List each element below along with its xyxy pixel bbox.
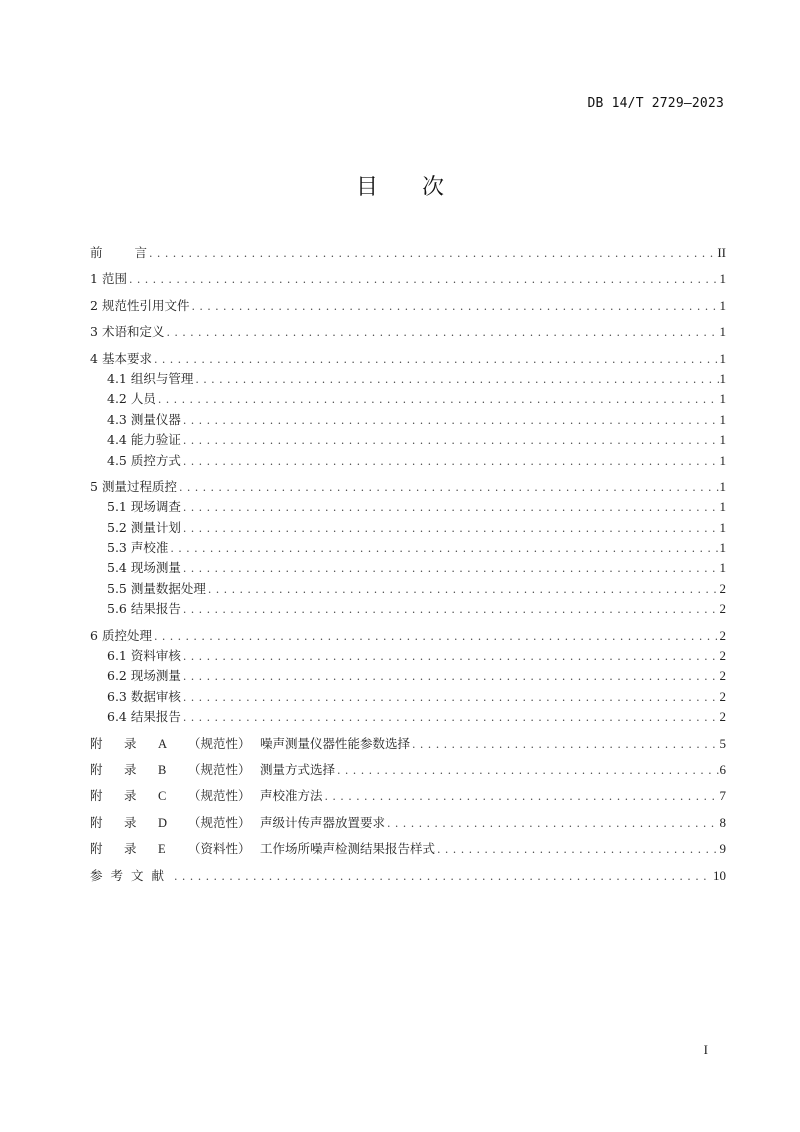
- toc-page-number: 2: [719, 668, 726, 684]
- dot-leader: [149, 244, 716, 264]
- dot-leader: [325, 787, 719, 807]
- toc-entry-references[interactable]: [90, 866, 726, 886]
- toc-entry-label: 5.5 测量数据处理: [107, 580, 206, 596]
- toc-page-number: 5: [719, 735, 726, 751]
- dot-leader: [183, 667, 719, 687]
- dot-leader: [183, 688, 719, 708]
- toc-entry-label: 6.3 数据审核: [107, 688, 181, 704]
- dot-leader: [183, 600, 719, 620]
- dot-leader: [174, 867, 712, 887]
- toc-page-number: 2: [719, 709, 726, 725]
- toc-page-number: 6: [719, 761, 726, 777]
- toc-entry-label: 5.2 测量计划: [107, 519, 181, 535]
- toc-entry-label: 4.1 组织与管理: [107, 370, 194, 386]
- toc-page-number: 2: [719, 648, 726, 664]
- toc-entry-label: 参考文献: [90, 867, 173, 883]
- toc-entry-label: 4.2 人员: [107, 391, 156, 407]
- toc-entry-label: 1 范围: [90, 271, 127, 287]
- dot-leader: [195, 370, 718, 390]
- toc-page-number: 1: [719, 519, 726, 535]
- dot-leader: [154, 350, 719, 370]
- dot-leader: [154, 627, 719, 647]
- toc-page-number: 1: [719, 540, 726, 556]
- toc-page-number: 10: [713, 867, 726, 883]
- toc-entry-label: 6.2 现场测量: [107, 668, 181, 684]
- toc-entry-label: 5.6 结果报告: [107, 601, 181, 617]
- toc-entry-label: 附 录 C （规范性） 声校准方法: [90, 788, 323, 804]
- toc-entry-label: 附 录 B （规范性） 测量方式选择: [90, 761, 336, 777]
- footer-page-number: I: [703, 1042, 708, 1057]
- toc-page-number: 1: [719, 478, 726, 494]
- toc-entry-label: 附 录 E （资料性） 工作场所噪声检测结果报告样式: [90, 841, 436, 857]
- page-title-char: 目: [355, 175, 422, 200]
- toc-page-number: 1: [719, 391, 726, 407]
- toc-page-number: 1: [719, 324, 726, 340]
- toc-entry-section-6-3[interactable]: [90, 687, 726, 707]
- dot-leader: [158, 390, 719, 410]
- toc-page-number: 1: [719, 411, 726, 427]
- dot-leader: [208, 580, 719, 600]
- toc-page-number: 1: [719, 297, 726, 313]
- toc-entry-section-6-2[interactable]: [90, 666, 726, 686]
- toc-entry-appendix-c[interactable]: [90, 786, 726, 806]
- toc-page-number: 1: [719, 499, 726, 515]
- dot-leader: [191, 297, 718, 317]
- toc-entry-label: 3 术语和定义: [90, 324, 165, 340]
- toc-page-number: 7: [719, 788, 726, 804]
- dot-leader: [183, 559, 719, 579]
- toc-entry-section-5-4[interactable]: [90, 558, 726, 578]
- toc-entry-section-6[interactable]: [90, 626, 726, 646]
- toc-entry-label: 5.4 现场测量: [107, 560, 181, 576]
- toc-entry-label: 6 质控处理: [90, 627, 152, 643]
- toc-page-number: 2: [719, 601, 726, 617]
- toc-page-number: 1: [719, 560, 726, 576]
- toc-entry-label: 5.3 声校准: [107, 540, 169, 556]
- toc-entry-section-5-1[interactable]: [90, 497, 726, 517]
- table-of-contents: [90, 243, 726, 886]
- toc-entry-label: 4 基本要求: [90, 350, 152, 366]
- toc-page-number: 2: [719, 627, 726, 643]
- toc-entry-label: 5 测量过程质控: [90, 478, 177, 494]
- page-title: [0, 170, 800, 201]
- toc-page-number: 2: [719, 688, 726, 704]
- toc-entry-section-4-5[interactable]: [90, 451, 726, 471]
- toc-entry-section-6-1[interactable]: [90, 646, 726, 666]
- toc-entry-label: 附 录 D （规范性） 声级计传声器放置要求: [90, 814, 386, 830]
- toc-entry-foreword[interactable]: [90, 243, 726, 263]
- dot-leader: [337, 761, 718, 781]
- toc-entry-section-4-1[interactable]: [90, 369, 726, 389]
- dot-leader: [183, 452, 719, 472]
- dot-leader: [166, 323, 718, 343]
- toc-entry-section-4-2[interactable]: [90, 389, 726, 409]
- dot-leader: [412, 735, 718, 755]
- dot-leader: [183, 498, 719, 518]
- dot-leader: [129, 270, 719, 290]
- toc-page-number: 8: [719, 814, 726, 830]
- toc-entry-appendix-a[interactable]: [90, 734, 726, 754]
- toc-page-number: 9: [719, 841, 726, 857]
- toc-entry-section-5-5[interactable]: [90, 579, 726, 599]
- toc-entry-label: 前言: [90, 245, 148, 260]
- toc-entry-label: 附 录 A （规范性） 噪声测量仪器性能参数选择: [90, 735, 411, 751]
- toc-page-number: 1: [719, 432, 726, 448]
- toc-entry-section-5-2[interactable]: [90, 518, 726, 538]
- toc-entry-label: 6.1 资料审核: [107, 648, 181, 664]
- toc-page-number: 1: [719, 370, 726, 386]
- dot-leader: [179, 478, 719, 498]
- toc-page-number: 1: [719, 350, 726, 366]
- toc-entry-section-4-3[interactable]: [90, 410, 726, 430]
- toc-entry-label: 4.4 能力验证: [107, 432, 181, 448]
- toc-entry-appendix-b[interactable]: [90, 760, 726, 780]
- toc-entry-section-5-3[interactable]: [90, 538, 726, 558]
- toc-entry-section-4[interactable]: [90, 349, 726, 369]
- document-code: DB 14/T 2729—2023: [587, 96, 724, 111]
- toc-entry-appendix-d[interactable]: [90, 813, 726, 833]
- toc-entry-section-6-4[interactable]: [90, 707, 726, 727]
- toc-entry-label: 5.1 现场调查: [107, 499, 181, 515]
- dot-leader: [183, 708, 719, 728]
- toc-entry-label: 4.3 测量仪器: [107, 411, 181, 427]
- toc-page-number: 1: [719, 452, 726, 468]
- toc-entry-label: 2 规范性引用文件: [90, 297, 190, 313]
- toc-page-number: 1: [719, 271, 726, 287]
- page-title-char: 次: [422, 175, 489, 200]
- dot-leader: [183, 411, 719, 431]
- toc-entry-section-2[interactable]: [90, 296, 726, 316]
- dot-leader: [387, 814, 718, 834]
- toc-entry-section-5-6[interactable]: [90, 599, 726, 619]
- toc-page-number: 2: [719, 580, 726, 596]
- toc-entry-section-3[interactable]: [90, 322, 726, 342]
- dot-leader: [437, 840, 718, 860]
- toc-entry-section-5[interactable]: [90, 477, 726, 497]
- dot-leader: [183, 647, 719, 667]
- dot-leader: [183, 431, 719, 451]
- toc-entry-appendix-e[interactable]: [90, 839, 726, 859]
- toc-entry-label: 4.5 质控方式: [107, 452, 181, 468]
- dot-leader: [170, 539, 718, 559]
- toc-page-number: II: [717, 245, 726, 260]
- toc-entry-section-4-4[interactable]: [90, 430, 726, 450]
- toc-entry-section-1[interactable]: [90, 269, 726, 289]
- toc-entry-label: 6.4 结果报告: [107, 709, 181, 725]
- dot-leader: [183, 519, 719, 539]
